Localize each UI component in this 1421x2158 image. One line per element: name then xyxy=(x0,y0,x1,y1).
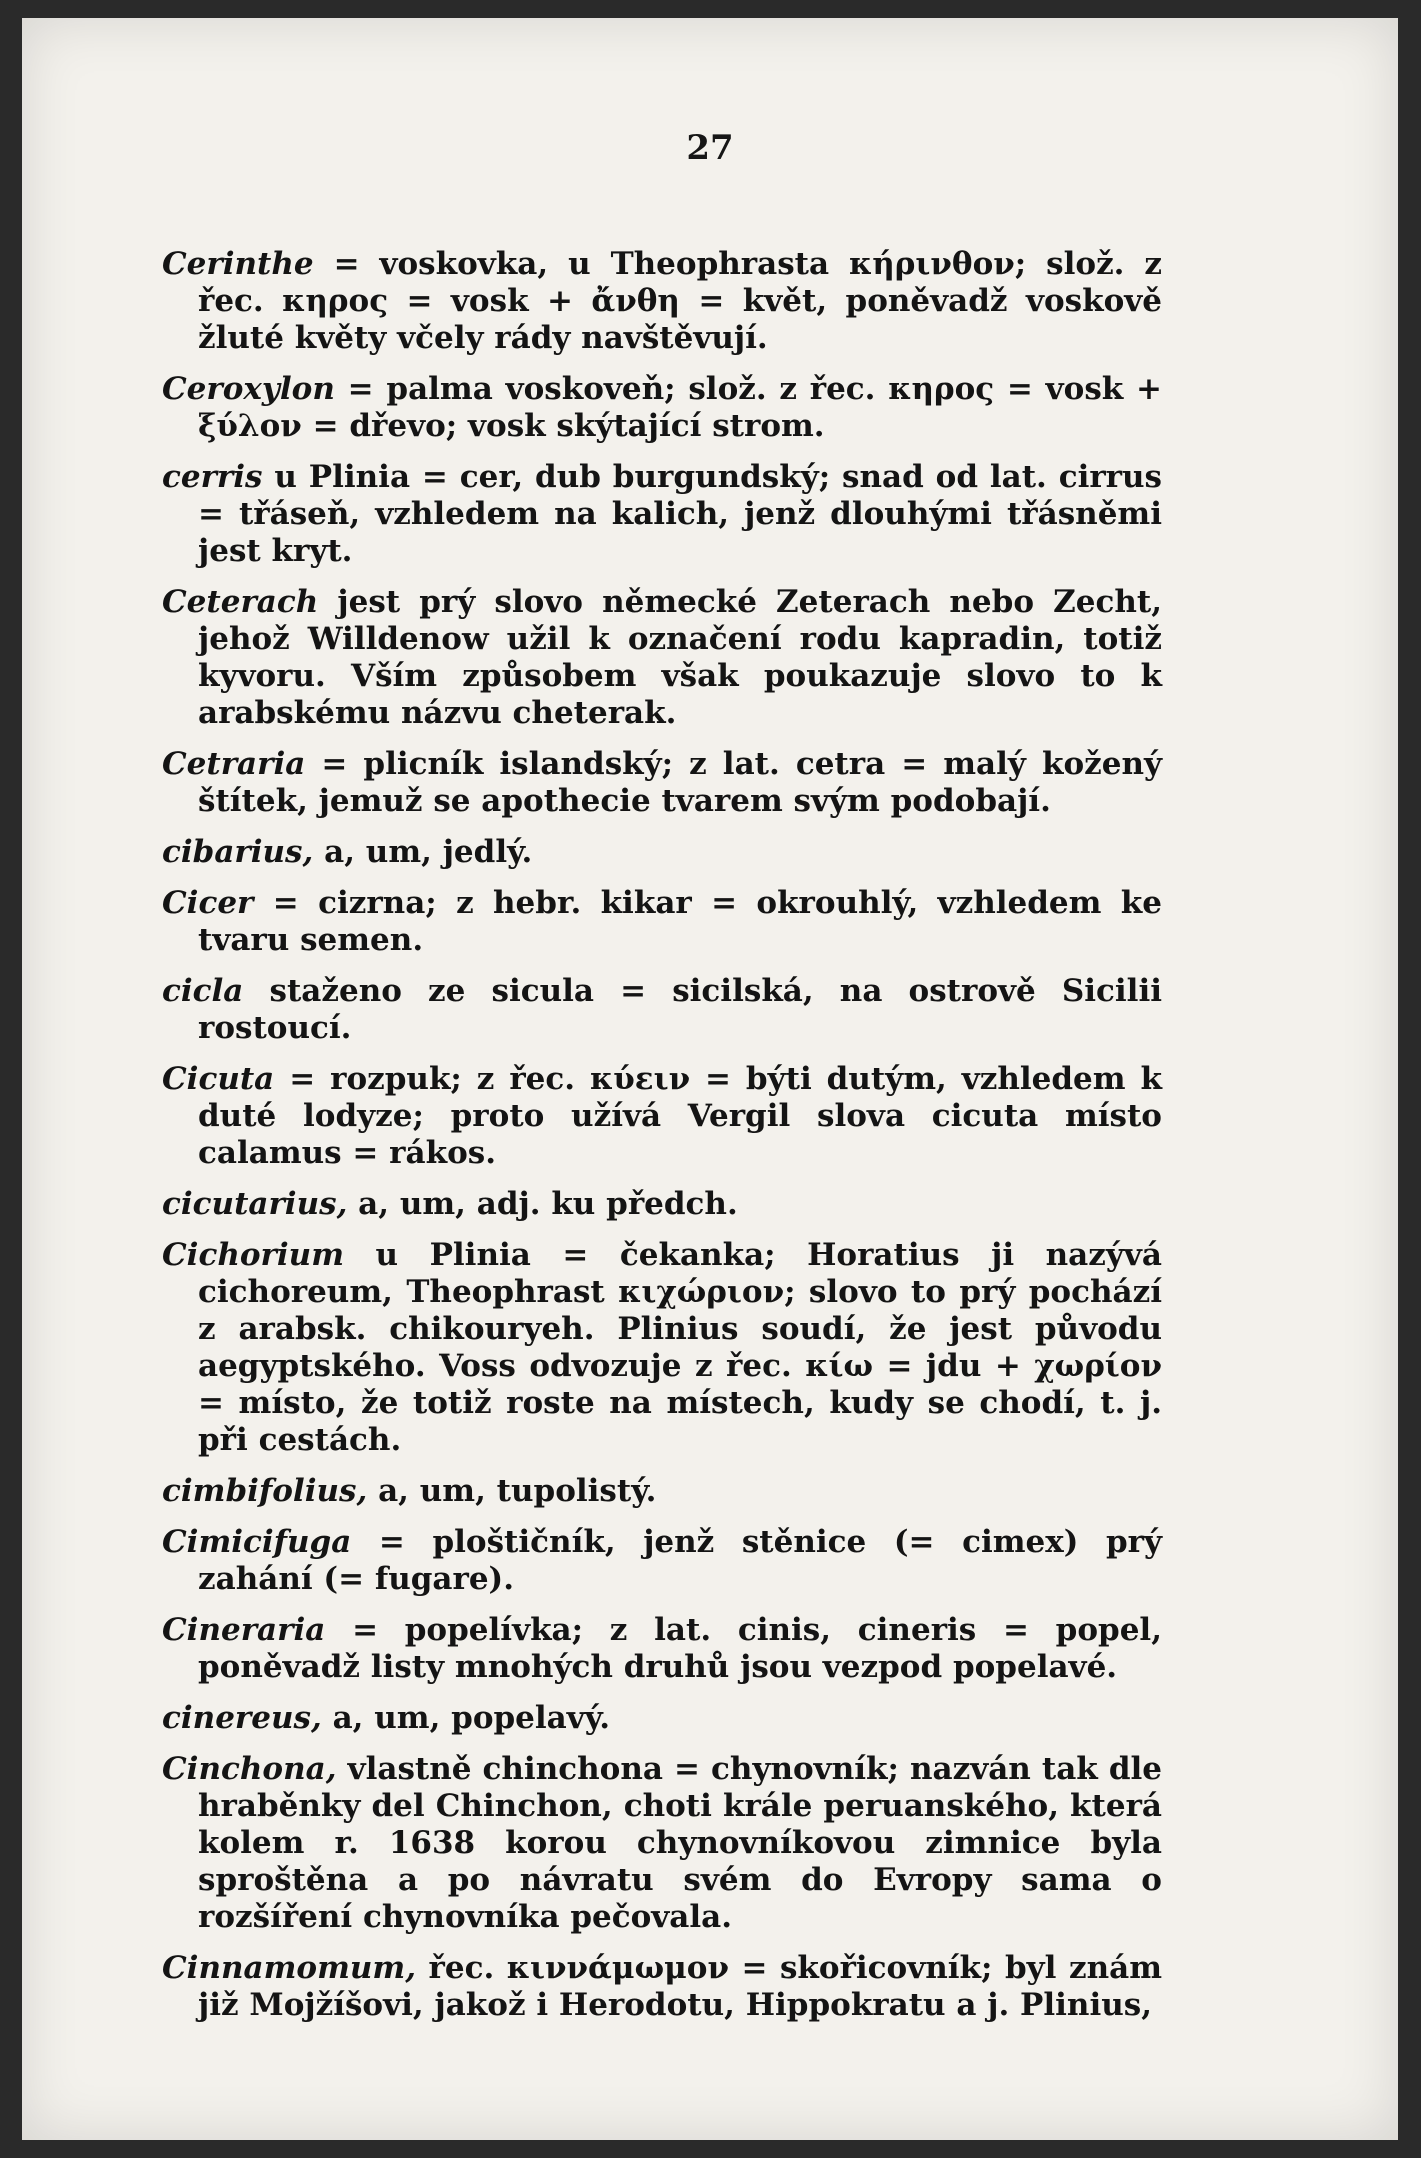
entry-cicuta xyxy=(162,1061,1162,1172)
entry-ceroxylon xyxy=(162,371,1162,445)
entry-head: cibarius, xyxy=(162,834,314,870)
entry-head: cerris xyxy=(162,459,263,495)
entry-cichorium xyxy=(162,1237,1162,1459)
entry-text: vlastně chinchona = chynovník; nazván tak dle hraběnky del Chinchon, choti krále peruanského, která kolem r. 1638 korou chynovníkovou zimnice byla sproštěna a po návratu svém do Evropy sama o rozšíření chynovníka pečovala. xyxy=(198,1751,1163,1935)
book-page xyxy=(22,18,1398,2140)
entry-head: Ceterach xyxy=(162,584,319,620)
entry-text: = rozpuk; z řec. κύειν = býti dutým, vzhledem k duté lodyze; proto užívá Vergil slova cicuta místo calamus = rákos. xyxy=(198,1061,1162,1171)
entry-text: jest prý slovo německé Zeterach nebo Zecht, jehož Willdenow užil k označení rodu kapradin, totiž kyvoru. Vším způsobem však poukazuje slovo to k arabskému názvu cheterak. xyxy=(198,584,1163,731)
entry-cinereus xyxy=(162,1700,1162,1737)
entry-cimbifolius xyxy=(162,1473,1162,1510)
entry-cerris xyxy=(162,459,1162,570)
entry-text: a, um, popelavý. xyxy=(332,1700,611,1736)
entry-head: Cicer xyxy=(162,885,254,921)
entry-cicla xyxy=(162,973,1162,1047)
entry-head: Cichorium xyxy=(162,1237,344,1273)
entry-text: = ploštičník, jenž stěnice (= cimex) prý zahání (= fugare). xyxy=(198,1524,1162,1597)
entry-head: Ceroxylon xyxy=(162,371,335,407)
entry-text: = cizrna; z hebr. kikar = okrouhlý, vzhledem ke tvaru semen. xyxy=(198,885,1163,958)
entry-head: cicutarius, xyxy=(162,1186,348,1222)
entry-cibarius xyxy=(162,834,1162,871)
entry-text: = voskovka, u Theophrasta κήρινθον; slož. z řec. κηρος = vosk + ἄνθη = květ, poněvadž voskově žluté květy včely rády navštěvují. xyxy=(198,246,1163,356)
entry-text: = plicník islandský; z lat. cetra = malý kožený štítek, jemuž se apothecie tvarem svým podobají. xyxy=(198,746,1162,819)
entry-text: a, um, adj. ku předch. xyxy=(358,1186,738,1222)
entry-text: řec. κιννάμωμον = skořicovník; byl znám již Mojžíšovi, jakož i Herodotu, Hippokratu a j. Plinius, xyxy=(198,1950,1162,2023)
entry-text: a, um, tupolistý. xyxy=(378,1473,657,1509)
entry-cinnamomum xyxy=(162,1950,1162,2024)
entry-cineraria xyxy=(162,1612,1162,1686)
entry-head: Cineraria xyxy=(162,1612,326,1648)
entry-text: u Plinia = cer, dub burgundský; snad od lat. cirrus = třáseň, vzhledem na kalich, jenž dlouhými třásněmi jest kryt. xyxy=(198,459,1163,569)
entry-head: Cinnamomum, xyxy=(162,1950,417,1986)
entry-head: Cinchona, xyxy=(162,1751,337,1787)
entry-cerinthe xyxy=(162,246,1162,357)
entry-text: = palma voskoveň; slož. z řec. κηρος = vosk + ξύλον = dřevo; vosk skýtající strom. xyxy=(198,371,1162,444)
entry-head: cimbifolius, xyxy=(162,1473,368,1509)
entry-cinchona xyxy=(162,1751,1162,1936)
entry-head: Cetraria xyxy=(162,746,306,782)
dictionary-entries xyxy=(162,246,1162,2038)
entry-head: Cicuta xyxy=(162,1061,275,1097)
entry-cicutarius xyxy=(162,1186,1162,1223)
entry-text: staženo ze sicula = sicilská, na ostrově Sicilii rostoucí. xyxy=(198,973,1162,1046)
entry-text: u Plinia = čekanka; Horatius ji nazývá cichoreum, Theophrast κιχώριον; slovo to prý pochází z arabsk. chikouryeh. Plinius soudí, že jest původu aegyptského. Voss odvozuje z řec. κίω = jdu + χωρίον = místo, že totiž roste na místech, kudy se chodí, t. j. při cestách. xyxy=(198,1237,1162,1458)
entry-cetraria xyxy=(162,746,1162,820)
entry-text: a, um, jedlý. xyxy=(324,834,533,870)
entry-cicer xyxy=(162,885,1162,959)
entry-text: = popelívka; z lat. cinis, cineris = popel, poněvadž listy mnohých druhů jsou vezpod popelavé. xyxy=(198,1612,1162,1685)
entry-head: Cimicifuga xyxy=(162,1524,352,1560)
entry-ceterach xyxy=(162,584,1162,732)
entry-head: cinereus, xyxy=(162,1700,322,1736)
entry-head: cicla xyxy=(162,973,244,1009)
entry-cimicifuga xyxy=(162,1524,1162,1598)
page-number: 27 xyxy=(686,128,734,168)
entry-head: Cerinthe xyxy=(162,246,314,282)
